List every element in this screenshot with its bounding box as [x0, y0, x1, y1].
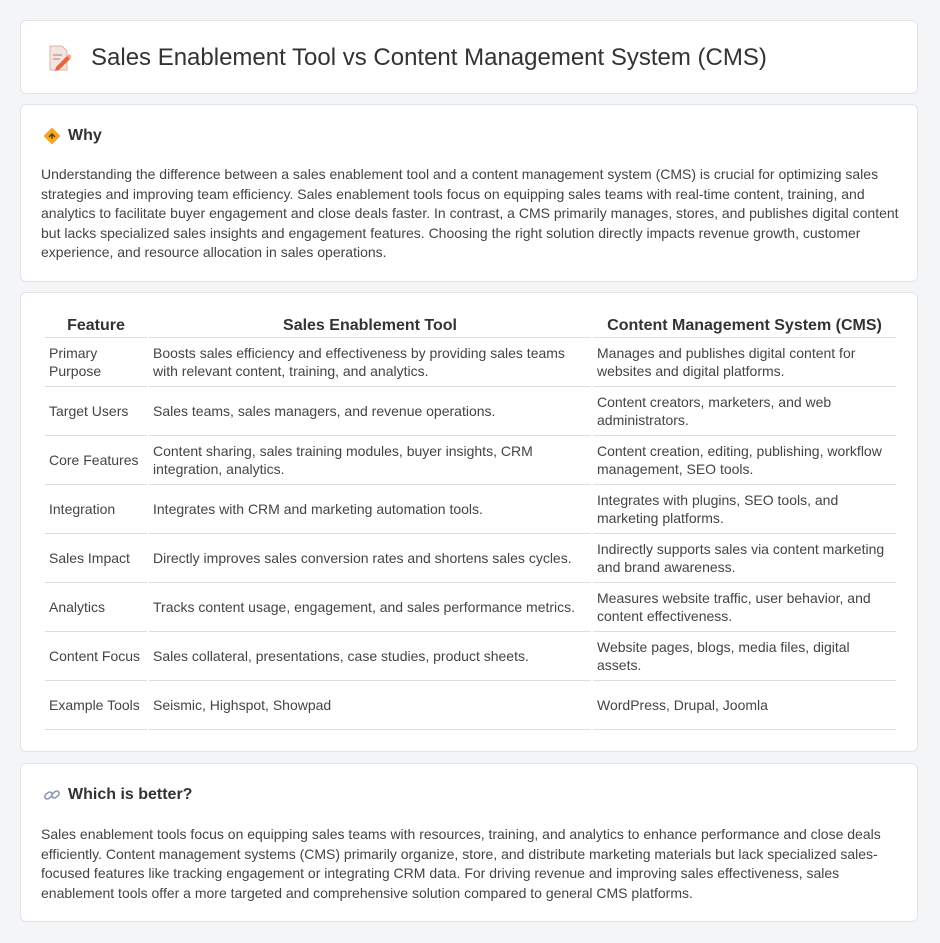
why-heading-row	[43, 127, 102, 145]
row-sales-enablement: Directly improves sales conversion rates and shortens sales cycles.	[149, 534, 591, 583]
why-body: Understanding the difference between a sales enablement tool and a content management system (CMS) is crucial for optimizing sales strategies and improving team efficiency. Sales enablement tools focus on equipping sales teams with real-time content, training, and analytics to facilitate buyer engagement and close deals faster. In contrast, a CMS primarily manages, stores, and publishes digital content but lacks specialized sales insights and engagement features. Choosing the right solution directly impacts revenue growth, customer experience, and resource allocation in sales operations.	[41, 166, 899, 261]
row-feature: Primary Purpose	[45, 338, 147, 387]
row-sales-enablement: Sales teams, sales managers, and revenue operations.	[149, 387, 591, 436]
row-sales-enablement: Tracks content usage, engagement, and sales performance metrics.	[149, 583, 591, 632]
row-feature: Core Features	[45, 436, 147, 485]
diamond-sign-icon	[43, 127, 61, 145]
row-sales-enablement: Integrates with CRM and marketing automation tools.	[149, 485, 591, 534]
document-edit-icon	[47, 44, 71, 72]
link-icon	[43, 786, 61, 804]
row-cms: Indirectly supports sales via content marketing and brand awareness.	[593, 534, 896, 583]
better-heading: Which is better?	[68, 786, 193, 803]
table-row	[45, 485, 896, 534]
page-title: Sales Enablement Tool vs Content Management System (CMS)	[91, 44, 767, 71]
header-feature: Feature	[45, 315, 147, 338]
better-section	[20, 763, 918, 922]
table-row	[45, 632, 896, 681]
row-sales-enablement: Seismic, Highspot, Showpad	[149, 681, 591, 730]
header-cms: Content Management System (CMS)	[593, 315, 896, 338]
table-row	[45, 681, 896, 730]
row-feature: Analytics	[45, 583, 147, 632]
row-feature: Example Tools	[45, 681, 147, 730]
why-heading: Why	[68, 127, 102, 144]
row-feature: Content Focus	[45, 632, 147, 681]
table-row	[45, 436, 896, 485]
comparison-table	[43, 315, 898, 730]
row-cms: Content creation, editing, publishing, workflow management, SEO tools.	[593, 436, 896, 485]
table-row	[45, 338, 896, 387]
row-feature: Sales Impact	[45, 534, 147, 583]
header-sales-enablement: Sales Enablement Tool	[149, 315, 591, 338]
row-cms: Manages and publishes digital content for websites and digital platforms.	[593, 338, 896, 387]
comparison-section	[20, 292, 918, 752]
row-sales-enablement: Content sharing, sales training modules, buyer insights, CRM integration, analytics.	[149, 436, 591, 485]
table-header-row	[45, 315, 896, 338]
title-row	[47, 43, 767, 73]
why-section	[20, 104, 918, 282]
table-row	[45, 583, 896, 632]
row-sales-enablement: Sales collateral, presentations, case studies, product sheets.	[149, 632, 591, 681]
row-cms: Integrates with plugins, SEO tools, and marketing platforms.	[593, 485, 896, 534]
row-cms: WordPress, Drupal, Joomla	[593, 681, 896, 730]
table-row	[45, 534, 896, 583]
better-heading-row	[43, 786, 192, 804]
row-feature: Integration	[45, 485, 147, 534]
row-cms: Website pages, blogs, media files, digital assets.	[593, 632, 896, 681]
row-cms: Content creators, marketers, and web administrators.	[593, 387, 896, 436]
row-sales-enablement: Boosts sales efficiency and effectiveness by providing sales teams with relevant content, training, and analytics.	[149, 338, 591, 387]
better-body: Sales enablement tools focus on equipping sales teams with resources, training, and analytics to enhance performance and close deals efficiently. Content management systems (CMS) primarily organize, store, and distribute marketing materials but lack specialized sales-focused features like tracking engagement or integrating CRM data. For driving revenue and improving sales effectiveness, sales enablement tools offer a more targeted and comprehensive solution compared to general CMS platforms.	[41, 826, 881, 901]
row-feature: Target Users	[45, 387, 147, 436]
row-cms: Measures website traffic, user behavior, and content effectiveness.	[593, 583, 896, 632]
title-card	[20, 20, 918, 94]
table-row	[45, 387, 896, 436]
